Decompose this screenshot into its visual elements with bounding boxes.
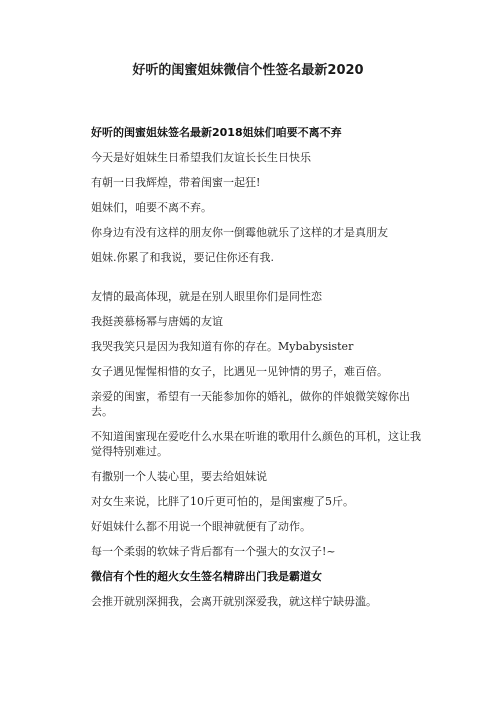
paragraph: 姐妹.你累了和我说，要记住你还有我. [91, 251, 274, 264]
paragraph: 亲爱的闺蜜，希望有一天能参加你的婚礼，做你的伴娘微笑嫁你出去。 [91, 390, 410, 418]
paragraph: 姐妹们，咱要不离不弃。 [91, 201, 212, 214]
section-heading: 微信有个性的超火女生签名精辟出门我是霸道女 [91, 570, 322, 583]
paragraph: 你身边有没有这样的朋友你一倒霉他就乐了这样的才是真朋友 [91, 226, 388, 239]
paragraph: 好姐妹什么都不用说一个眼神就便有了动作。 [91, 520, 311, 533]
paragraph: 不知道闺蜜现在爱吃什么水果在听谁的歌用什么颜色的耳机，这让我觉得特别难过。 [91, 430, 421, 458]
paragraph: 今天是好姐妹生日希望我们友谊长长生日快乐 [91, 151, 311, 164]
blank-line [91, 275, 421, 289]
paragraph: 女子遇见惺惺相惜的女子，比遇见一见钟情的男子，难百倍。 [91, 365, 388, 378]
paragraph: 友情的最高体现，就是在别人眼里你们是同性恋 [91, 290, 322, 303]
paragraph: 对女生来说，比胖了10斤更可怕的，是闺蜜瘦了5斤。 [91, 495, 354, 508]
paragraph: 我哭我笑只是因为我知道有你的存在。Mybabysister [91, 340, 354, 353]
document-body [91, 125, 421, 619]
document-title: 好听的闺蜜姐妹微信个性签名最新2020 [132, 63, 364, 78]
paragraph: 每一个柔弱的软妹子背后都有一个强大的女汉子!~ [91, 545, 336, 558]
paragraph: 有朝一日我辉煌，带着闺蜜一起狂! [91, 176, 261, 189]
paragraph: 有撒别一个人装心里，要去给姐妹说 [91, 470, 267, 483]
section-heading: 好听的闺蜜姐妹签名最新2018姐妹们咱要不离不弃 [91, 126, 342, 139]
paragraph: 会推开就别深拥我，会离开就别深爱我，就这样宁缺毋滥。 [91, 595, 377, 608]
paragraph: 我挺羡慕杨幂与唐嫣的友谊 [91, 315, 223, 328]
